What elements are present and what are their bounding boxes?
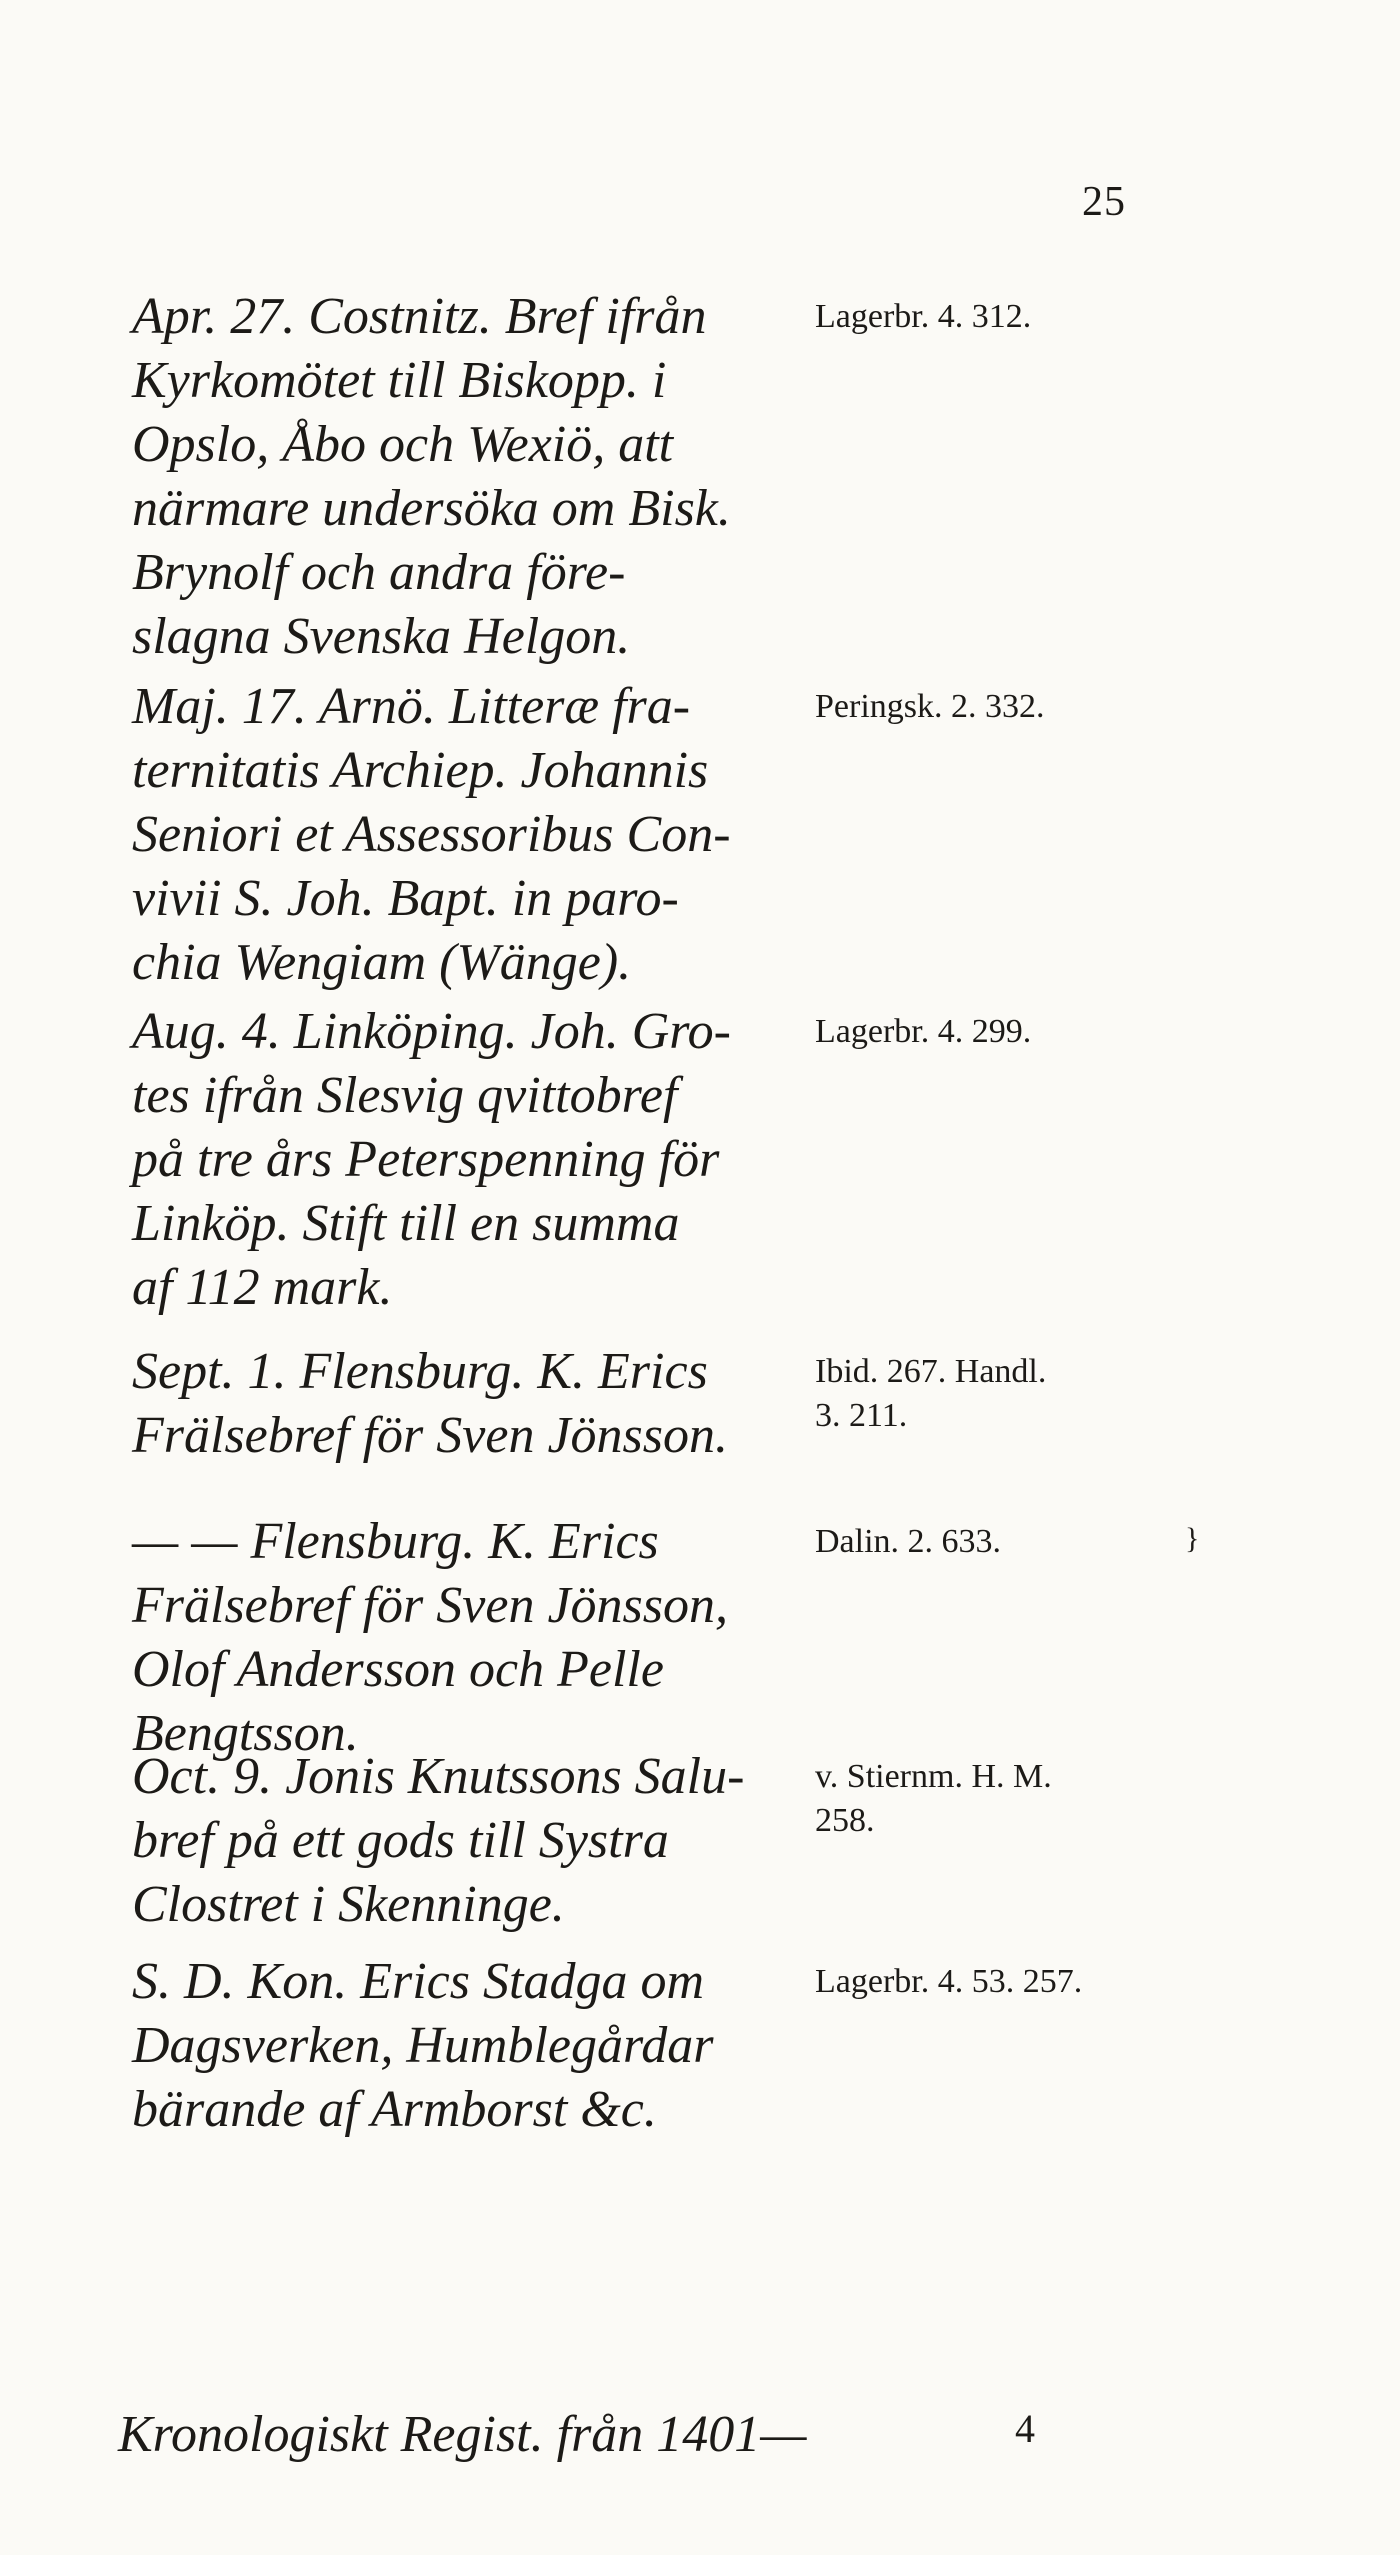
- entry-line: Dagsverken, Humblegårdar: [132, 2017, 714, 2074]
- entry-line: slagna Svenska Helgon.: [132, 608, 631, 665]
- entry-line: Bengtsson.: [132, 1705, 359, 1762]
- signature-mark: 4: [1015, 2406, 1035, 2451]
- entry-reference: [815, 1350, 1205, 1438]
- reference-line: Peringsk. 2. 332.: [815, 688, 1045, 725]
- entry-reference: [815, 1520, 1205, 1564]
- entry-line: Kyrkomötet till Biskopp. i: [132, 352, 667, 409]
- entry-line: bref på ett gods till Systra: [132, 1812, 669, 1869]
- entry-line: Seniori et Assessoribus Con-: [132, 806, 731, 863]
- entry-reference: [815, 1960, 1205, 2004]
- entry-line: bärande af Armborst &c.: [132, 2081, 657, 2138]
- reference-line: 258.: [815, 1802, 875, 1839]
- entry-reference: [815, 1010, 1205, 1054]
- entry-line: Brynolf och andra före-: [132, 544, 626, 601]
- entry-line: närmare undersöka om Bisk.: [132, 480, 731, 537]
- entry-line: Olof Andersson och Pelle: [132, 1641, 664, 1698]
- entry-line: — — Flensburg. K. Erics: [132, 1513, 659, 1570]
- entry-line: Sept. 1. Flensburg. K. Erics: [132, 1343, 708, 1400]
- reference-line: 3. 211.: [815, 1397, 908, 1434]
- entry-line: Frälsebref för Sven Jönsson.: [132, 1407, 728, 1464]
- entry-reference: [815, 295, 1205, 339]
- reference-line: Lagerbr. 4. 299.: [815, 1013, 1032, 1050]
- entry-line: chia Wengiam (Wänge).: [132, 934, 632, 991]
- entry-line: på tre års Peterspenning för: [132, 1131, 720, 1188]
- entry-line: Maj. 17. Arnö. Litteræ fra-: [132, 678, 691, 735]
- reference-line: Lagerbr. 4. 53. 257.: [815, 1963, 1083, 2000]
- entry-line: Linköp. Stift till en summa: [132, 1195, 680, 1252]
- entry-line: Clostret i Skenninge.: [132, 1876, 565, 1933]
- catchword-line: Kronologiskt Regist. från 1401—: [118, 2406, 807, 2463]
- entry-text: [132, 675, 822, 995]
- entry-line: ternitatis Archiep. Johannis: [132, 742, 709, 799]
- entry-text: [132, 1950, 822, 2142]
- entry-line: tes ifrån Slesvig qvittobref: [132, 1067, 678, 1124]
- page-number: 25: [1082, 179, 1126, 225]
- reference-line: Ibid. 267. Handl.: [815, 1353, 1047, 1390]
- entry-line: Opslo, Åbo och Wexiö, att: [132, 416, 674, 473]
- entry-line: Oct. 9. Jonis Knutssons Salu-: [132, 1748, 745, 1805]
- entry-reference: [815, 1755, 1205, 1843]
- entry-line: af 112 mark.: [132, 1259, 393, 1316]
- entry-text: [132, 1510, 822, 1766]
- reference-line: v. Stiernm. H. M.: [815, 1758, 1052, 1795]
- entry-line: Apr. 27. Costnitz. Bref ifrån: [132, 288, 707, 345]
- entry-line: S. D. Kon. Erics Stadga om: [132, 1953, 704, 2010]
- entry-text: [132, 1000, 822, 1320]
- entry-line: Aug. 4. Linköping. Joh. Gro-: [132, 1003, 731, 1060]
- entry-reference: [815, 685, 1205, 729]
- brace-mark: }: [1185, 1522, 1200, 1555]
- entry-text: [132, 1745, 822, 1937]
- entry-line: vivii S. Joh. Bapt. in paro-: [132, 870, 679, 927]
- entry-text: [132, 285, 822, 669]
- entry-text: [132, 1340, 822, 1468]
- reference-line: Dalin. 2. 633.: [815, 1523, 1002, 1560]
- reference-line: Lagerbr. 4. 312.: [815, 298, 1032, 335]
- entry-line: Frälsebref för Sven Jönsson,: [132, 1577, 728, 1634]
